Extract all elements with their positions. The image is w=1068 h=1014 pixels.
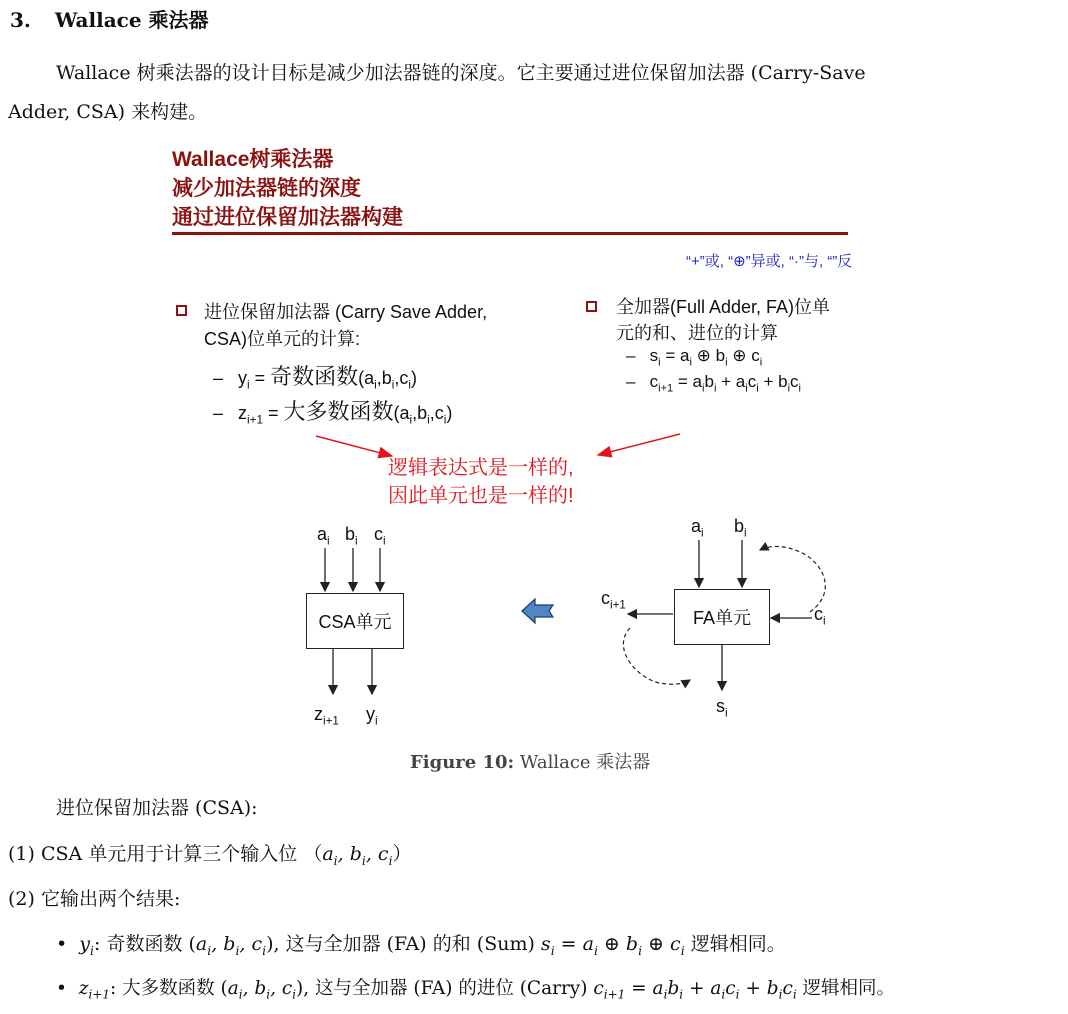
slide-title-1: Wallace树乘法器 — [172, 148, 334, 171]
list-item-1: (1) CSA 单元用于计算三个输入位 （$a_i$, $b_i$, $c_i$） — [8, 843, 412, 868]
fa-unit-box — [674, 589, 770, 645]
fa-input-a: $a_i$ — [691, 516, 704, 540]
red-note-1: 逻辑表达式是一样的, — [388, 457, 574, 479]
fa-sum-formula: – $s_i = a_i$ ⊕ $b_i$ ⊕ $c_i$ — [626, 346, 763, 369]
csa-input-b: $b_i$ — [345, 524, 358, 548]
list-item-2: (2) 它输出两个结果: — [8, 888, 181, 910]
csa-majority-func: 大多数函数 — [283, 399, 394, 424]
intro-line-1: Wallace 树乘法器的设计目标是减少加法器链的深度。它主要通过进位保留加法器 (Carry-Save — [56, 62, 866, 84]
fa-unit-label: FA单元 — [692, 608, 751, 628]
csa-odd-func: 奇数函数 — [270, 364, 359, 389]
fa-carry-formula: – $c_{i+1} = a_ib_i + a_ic_i + b_ic_i$ — [626, 372, 801, 395]
csa-unit-label: CSA单元 — [318, 612, 392, 632]
csa-input-a: $a_i$ — [317, 524, 330, 548]
csa-item-z: – $z_{i+1}$ = 大多数函数$(a_i,b_i,c_i)$ — [213, 399, 453, 427]
fa-input-c: $c_i$ — [814, 604, 826, 628]
caption-label: Figure 10: — [410, 752, 515, 773]
fa-bullet-line-2: 元的和、进位的计算 — [616, 323, 778, 343]
fa-carry-out: $c_{i+1}$ — [601, 588, 626, 612]
section-number: 3. — [10, 8, 31, 32]
fa-input-b: $b_i$ — [734, 516, 747, 540]
figure-caption — [410, 748, 650, 774]
slide-title-3: 通过进位保留加法器构建 — [172, 206, 403, 229]
csa-output-y: $y_i$ — [366, 704, 378, 728]
fa-bullet-line-1: 全加器(Full Adder, FA)位单 — [616, 297, 831, 317]
csa-input-c: $c_i$ — [374, 524, 386, 548]
slide-title-2: 减少加法器链的深度 — [172, 177, 361, 200]
bullet-zi: • $z_{i+1}$: 大多数函数 ($a_i$, $b_i$, $c_i$), 这与全加器 (FA) 的进位 (Carry) $c_{i+1} = a_ib_i + a_ic_i + b_ic_i$ 逻辑相同。 — [56, 978, 896, 1002]
csa-unit-box — [306, 593, 404, 649]
bullet-yi: • $y_i$: 奇数函数 ($a_i$, $b_i$, $c_i$), 这与全加器 (FA) 的和 (Sum) $s_i = a_i$ ⊕ $b_i$ ⊕ $c_i$ 逻辑相同。 — [56, 933, 786, 958]
intro-line-2: Adder, CSA) 来构建。 — [8, 101, 208, 123]
section-title: Wallace 乘法器 — [54, 8, 209, 32]
csa-bullet-line-2: CSA)位单元的计算: — [204, 329, 361, 349]
fa-sum-out: $s_i$ — [716, 696, 728, 720]
operator-legend: “+”或, “⊕”异或, “·”与, “”反 — [686, 253, 853, 270]
csa-item-y: – $y_i$ = 奇数函数$(a_i,b_i,c_i)$ — [213, 364, 418, 392]
csa-bullet-line-1: 进位保留加法器 (Carry Save Adder, — [204, 302, 488, 322]
csa-output-z: $z_{i+1}$ — [314, 704, 339, 728]
caption-text: Wallace 乘法器 — [519, 752, 651, 773]
left-block-arrow-icon — [521, 597, 555, 625]
csa-heading: 进位保留加法器 (CSA): — [56, 797, 258, 819]
red-note-2: 因此单元也是一样的! — [388, 485, 574, 507]
